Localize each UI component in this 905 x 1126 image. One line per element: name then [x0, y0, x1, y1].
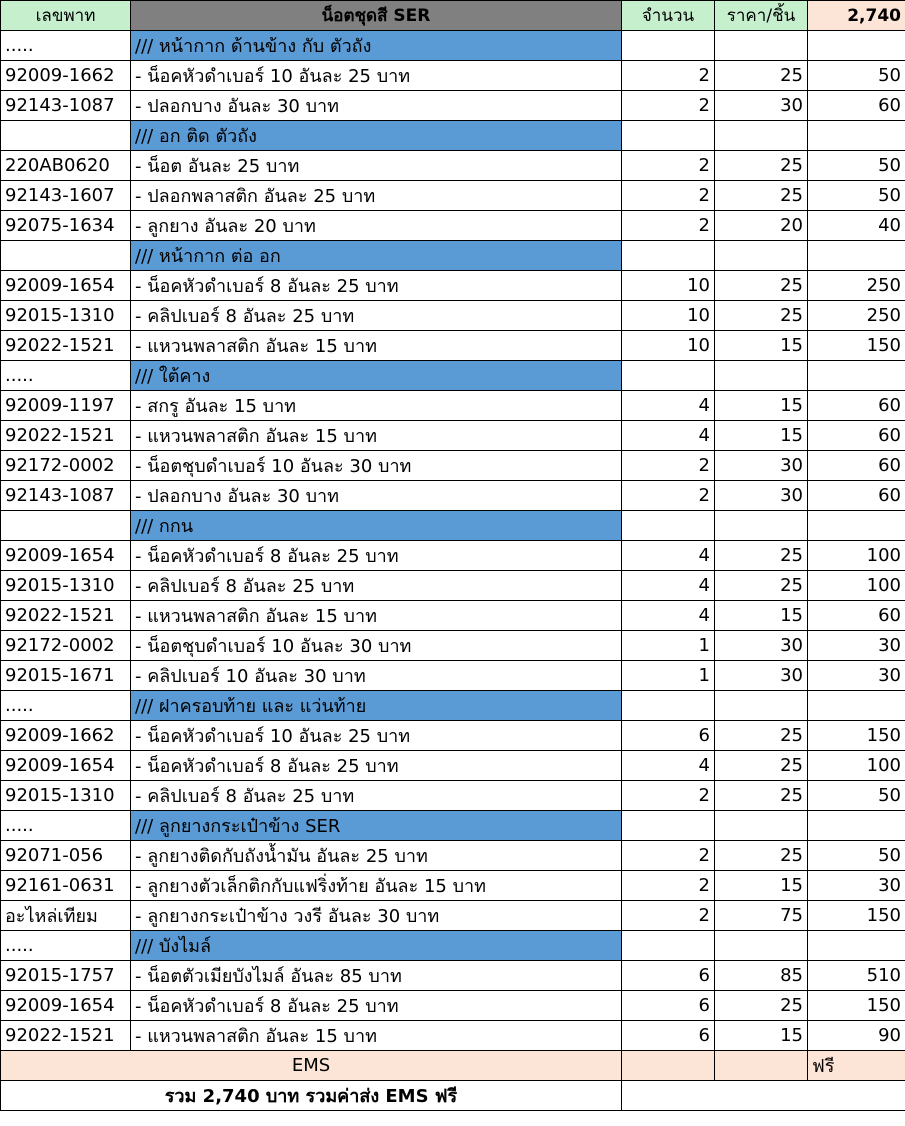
section-amount-cell[interactable] — [808, 931, 905, 961]
section-qty-cell[interactable] — [622, 691, 715, 721]
summary-text[interactable]: รวม 2,740 บาท รวมค่าส่ง EMS ฟรี — [1, 1081, 622, 1111]
section-row — [1, 361, 905, 391]
part-price[interactable]: 15 — [715, 391, 808, 421]
section-price-cell[interactable] — [715, 121, 808, 151]
part-amount[interactable]: 40 — [808, 211, 905, 241]
section-row — [1, 31, 905, 61]
part-code[interactable]: 92009-1197 — [1, 391, 131, 421]
part-qty[interactable]: 4 — [622, 571, 715, 601]
part-qty[interactable]: 10 — [622, 271, 715, 301]
item-row — [1, 451, 905, 481]
part-qty[interactable]: 4 — [622, 751, 715, 781]
part-code[interactable]: 92022-1521 — [1, 601, 131, 631]
part-code[interactable]: 92009-1654 — [1, 991, 131, 1021]
part-amount[interactable]: 30 — [808, 661, 905, 691]
part-qty[interactable]: 2 — [622, 91, 715, 121]
part-qty[interactable]: 4 — [622, 601, 715, 631]
part-amount[interactable]: 90 — [808, 1021, 905, 1051]
section-amount-cell[interactable] — [808, 241, 905, 271]
part-qty[interactable]: 2 — [622, 481, 715, 511]
part-price[interactable]: 25 — [715, 181, 808, 211]
part-amount[interactable]: 30 — [808, 631, 905, 661]
section-qty-cell[interactable] — [622, 361, 715, 391]
part-amount[interactable]: 60 — [808, 481, 905, 511]
header-code[interactable]: เลขพาท — [1, 1, 131, 31]
part-qty[interactable]: 2 — [622, 871, 715, 901]
section-label[interactable]: /// บังไมล์ — [131, 931, 622, 961]
section-row — [1, 241, 905, 271]
part-price[interactable]: 30 — [715, 661, 808, 691]
part-price[interactable]: 15 — [715, 871, 808, 901]
part-qty[interactable]: 6 — [622, 1021, 715, 1051]
section-price-cell[interactable] — [715, 511, 808, 541]
section-label[interactable]: /// กกน — [131, 511, 622, 541]
part-code[interactable]: 92143-1607 — [1, 181, 131, 211]
part-code[interactable]: 92015-1310 — [1, 571, 131, 601]
section-code[interactable]: ..... — [1, 811, 131, 841]
section-price-cell[interactable] — [715, 361, 808, 391]
part-code[interactable]: 92022-1521 — [1, 1021, 131, 1051]
part-description[interactable]: - แหวนพลาสติก อันละ 15 บาท — [131, 421, 622, 451]
section-qty-cell[interactable] — [622, 241, 715, 271]
section-qty-cell[interactable] — [622, 811, 715, 841]
part-description[interactable]: - ลูกยาง อันละ 20 บาท — [131, 211, 622, 241]
section-label[interactable]: /// หน้ากาก ด้านข้าง กับ ตัวถัง — [131, 31, 622, 61]
section-code[interactable] — [1, 241, 131, 271]
item-row — [1, 901, 905, 931]
part-description[interactable]: - น็อตตัวเมียบังไมล์ อันละ 85 บาท — [131, 961, 622, 991]
part-description[interactable]: - ปลอกพลาสติก อันละ 25 บาท — [131, 181, 622, 211]
part-qty[interactable]: 2 — [622, 901, 715, 931]
part-amount[interactable]: 250 — [808, 271, 905, 301]
part-price[interactable]: 25 — [715, 781, 808, 811]
part-price[interactable]: 15 — [715, 1021, 808, 1051]
sheet-body — [1, 1, 905, 1051]
part-description[interactable]: - คลิปเบอร์ 8 อันละ 25 บาท — [131, 301, 622, 331]
part-amount[interactable]: 30 — [808, 871, 905, 901]
part-amount[interactable]: 60 — [808, 601, 905, 631]
item-row — [1, 211, 905, 241]
ems-label[interactable]: EMS — [1, 1051, 622, 1081]
item-row — [1, 721, 905, 751]
part-description[interactable]: - น็อตชุบดำเบอร์ 10 อันละ 30 บาท — [131, 451, 622, 481]
part-qty[interactable]: 10 — [622, 331, 715, 361]
item-row — [1, 331, 905, 361]
part-qty[interactable]: 10 — [622, 301, 715, 331]
header-total[interactable]: 2,740 — [808, 1, 905, 31]
part-amount[interactable]: 50 — [808, 151, 905, 181]
part-amount[interactable]: 50 — [808, 61, 905, 91]
section-row — [1, 121, 905, 151]
item-row — [1, 481, 905, 511]
section-code[interactable] — [1, 511, 131, 541]
part-amount[interactable]: 60 — [808, 91, 905, 121]
part-price[interactable]: 25 — [715, 721, 808, 751]
part-price[interactable]: 25 — [715, 61, 808, 91]
section-code[interactable]: ..... — [1, 931, 131, 961]
item-row — [1, 961, 905, 991]
part-description[interactable]: - น็อต อันละ 25 บาท — [131, 151, 622, 181]
part-amount[interactable]: 60 — [808, 391, 905, 421]
part-description[interactable]: - น็อคหัวดำเบอร์ 8 อันละ 25 บาท — [131, 271, 622, 301]
part-description[interactable]: - ลูกยางกระเป๋าข้าง วงรี อันละ 30 บาท — [131, 901, 622, 931]
section-qty-cell[interactable] — [622, 31, 715, 61]
part-qty[interactable]: 4 — [622, 421, 715, 451]
header-title[interactable]: น็อตชุดสี SER — [131, 1, 622, 31]
part-qty[interactable]: 1 — [622, 661, 715, 691]
section-price-cell[interactable] — [715, 691, 808, 721]
section-code[interactable]: ..... — [1, 31, 131, 61]
part-qty[interactable]: 2 — [622, 181, 715, 211]
part-amount[interactable]: 150 — [808, 331, 905, 361]
item-row — [1, 781, 905, 811]
section-amount-cell[interactable] — [808, 121, 905, 151]
part-amount[interactable]: 150 — [808, 901, 905, 931]
part-qty[interactable]: 2 — [622, 211, 715, 241]
part-code[interactable]: 92009-1662 — [1, 61, 131, 91]
section-amount-cell[interactable] — [808, 31, 905, 61]
part-price[interactable]: 25 — [715, 301, 808, 331]
item-row — [1, 391, 905, 421]
part-qty[interactable]: 6 — [622, 991, 715, 1021]
part-price[interactable]: 20 — [715, 211, 808, 241]
section-row — [1, 691, 905, 721]
item-row — [1, 61, 905, 91]
header-price[interactable]: ราคา/ชิ้น — [715, 1, 808, 31]
part-code[interactable]: 92015-1671 — [1, 661, 131, 691]
section-price-cell[interactable] — [715, 241, 808, 271]
item-row — [1, 661, 905, 691]
part-code[interactable]: 92015-1310 — [1, 301, 131, 331]
part-code[interactable]: 92161-0631 — [1, 871, 131, 901]
part-description[interactable]: - น็อคหัวดำเบอร์ 8 อันละ 25 บาท — [131, 751, 622, 781]
section-amount-cell[interactable] — [808, 691, 905, 721]
section-code[interactable] — [1, 121, 131, 151]
part-price[interactable]: 85 — [715, 961, 808, 991]
part-price[interactable]: 30 — [715, 481, 808, 511]
ems-value[interactable]: ฟรี — [808, 1051, 905, 1081]
part-amount[interactable]: 50 — [808, 181, 905, 211]
part-description[interactable]: - น็อตชุบดำเบอร์ 10 อันละ 30 บาท — [131, 631, 622, 661]
part-qty[interactable]: 2 — [622, 451, 715, 481]
ems-qty-cell[interactable] — [622, 1051, 715, 1081]
part-price[interactable]: 25 — [715, 541, 808, 571]
part-description[interactable]: - คลิปเบอร์ 10 อันละ 30 บาท — [131, 661, 622, 691]
part-amount[interactable]: 510 — [808, 961, 905, 991]
section-label[interactable]: /// ใต้คาง — [131, 361, 622, 391]
part-price[interactable]: 15 — [715, 601, 808, 631]
part-qty[interactable]: 2 — [622, 841, 715, 871]
part-description[interactable]: - ปลอกบาง อันละ 30 บาท — [131, 481, 622, 511]
part-code[interactable]: 92022-1521 — [1, 421, 131, 451]
part-description[interactable]: - ลูกยางตัวเล็กติกกับแฟริ่งท้าย อันละ 15 บาท — [131, 871, 622, 901]
item-row — [1, 271, 905, 301]
section-label[interactable]: /// อก ติด ตัวถัง — [131, 121, 622, 151]
section-amount-cell[interactable] — [808, 361, 905, 391]
section-row — [1, 811, 905, 841]
part-qty[interactable]: 6 — [622, 721, 715, 751]
part-price[interactable]: 15 — [715, 331, 808, 361]
item-row — [1, 991, 905, 1021]
part-code[interactable]: อะไหล่เทียม — [1, 901, 131, 931]
part-price[interactable]: 75 — [715, 901, 808, 931]
part-amount[interactable]: 100 — [808, 541, 905, 571]
part-amount[interactable]: 50 — [808, 781, 905, 811]
item-row — [1, 181, 905, 211]
item-row — [1, 151, 905, 181]
part-price[interactable]: 30 — [715, 451, 808, 481]
item-row — [1, 1021, 905, 1051]
ems-row — [1, 1051, 905, 1081]
part-code[interactable]: 92009-1662 — [1, 721, 131, 751]
section-code[interactable]: ..... — [1, 691, 131, 721]
part-qty[interactable]: 4 — [622, 391, 715, 421]
part-code[interactable]: 92075-1634 — [1, 211, 131, 241]
sheet-footer — [1, 1051, 905, 1111]
part-qty[interactable]: 2 — [622, 781, 715, 811]
item-row — [1, 751, 905, 781]
part-description[interactable]: - น็อคหัวดำเบอร์ 10 อันละ 25 บาท — [131, 721, 622, 751]
part-amount[interactable]: 60 — [808, 421, 905, 451]
part-description[interactable]: - ปลอกบาง อันละ 30 บาท — [131, 91, 622, 121]
section-code[interactable]: ..... — [1, 361, 131, 391]
part-code[interactable]: 92172-0002 — [1, 631, 131, 661]
part-price[interactable]: 25 — [715, 841, 808, 871]
part-price[interactable]: 15 — [715, 421, 808, 451]
part-code[interactable]: 92143-1087 — [1, 91, 131, 121]
part-code[interactable]: 92143-1087 — [1, 481, 131, 511]
item-row — [1, 841, 905, 871]
section-amount-cell[interactable] — [808, 811, 905, 841]
section-amount-cell[interactable] — [808, 511, 905, 541]
part-amount[interactable]: 150 — [808, 721, 905, 751]
section-row — [1, 511, 905, 541]
part-description[interactable]: - น็อคหัวดำเบอร์ 8 อันละ 25 บาท — [131, 541, 622, 571]
part-qty[interactable]: 2 — [622, 151, 715, 181]
part-code[interactable]: 92071-056 — [1, 841, 131, 871]
summary-row — [1, 1081, 905, 1111]
item-row — [1, 91, 905, 121]
section-label[interactable]: /// ลูกยางกระเป๋าข้าง SER — [131, 811, 622, 841]
part-description[interactable]: - แหวนพลาสติก อันละ 15 บาท — [131, 331, 622, 361]
part-price[interactable]: 25 — [715, 271, 808, 301]
item-row — [1, 541, 905, 571]
section-row — [1, 931, 905, 961]
part-description[interactable]: - น็อคหัวดำเบอร์ 8 อันละ 25 บาท — [131, 991, 622, 1021]
item-row — [1, 421, 905, 451]
part-qty[interactable]: 4 — [622, 541, 715, 571]
item-row — [1, 631, 905, 661]
part-amount[interactable]: 100 — [808, 571, 905, 601]
part-price[interactable]: 30 — [715, 631, 808, 661]
part-amount[interactable]: 100 — [808, 751, 905, 781]
part-code[interactable]: 92022-1521 — [1, 331, 131, 361]
section-label[interactable]: /// หน้ากาก ต่อ อก — [131, 241, 622, 271]
ems-price-cell[interactable] — [715, 1051, 808, 1081]
part-qty[interactable]: 1 — [622, 631, 715, 661]
part-description[interactable]: - ลูกยางติดกับถังน้ำมัน อันละ 25 บาท — [131, 841, 622, 871]
summary-blank — [622, 1081, 905, 1111]
section-qty-cell[interactable] — [622, 931, 715, 961]
part-price[interactable]: 25 — [715, 991, 808, 1021]
part-code[interactable]: 92172-0002 — [1, 451, 131, 481]
part-amount[interactable]: 250 — [808, 301, 905, 331]
part-price[interactable]: 25 — [715, 151, 808, 181]
section-qty-cell[interactable] — [622, 511, 715, 541]
part-price[interactable]: 30 — [715, 91, 808, 121]
part-description[interactable]: - คลิปเบอร์ 8 อันละ 25 บาท — [131, 781, 622, 811]
section-qty-cell[interactable] — [622, 121, 715, 151]
item-row — [1, 301, 905, 331]
part-code[interactable]: 92009-1654 — [1, 271, 131, 301]
section-price-cell[interactable] — [715, 931, 808, 961]
part-amount[interactable]: 150 — [808, 991, 905, 1021]
header-row — [1, 1, 905, 31]
part-price[interactable]: 25 — [715, 751, 808, 781]
part-description[interactable]: - น็อคหัวดำเบอร์ 10 อันละ 25 บาท — [131, 61, 622, 91]
part-qty[interactable]: 2 — [622, 61, 715, 91]
part-code[interactable]: 220AB0620 — [1, 151, 131, 181]
part-amount[interactable]: 60 — [808, 451, 905, 481]
part-price[interactable]: 25 — [715, 571, 808, 601]
item-row — [1, 571, 905, 601]
part-description[interactable]: - คลิปเบอร์ 8 อันละ 25 บาท — [131, 571, 622, 601]
part-description[interactable]: - แหวนพลาสติก อันละ 15 บาท — [131, 1021, 622, 1051]
part-code[interactable]: 92015-1757 — [1, 961, 131, 991]
part-amount[interactable]: 50 — [808, 841, 905, 871]
header-qty[interactable]: จำนวน — [622, 1, 715, 31]
part-code[interactable]: 92009-1654 — [1, 541, 131, 571]
part-description[interactable]: - สกรู อันละ 15 บาท — [131, 391, 622, 421]
part-description[interactable]: - แหวนพลาสติก อันละ 15 บาท — [131, 601, 622, 631]
item-row — [1, 601, 905, 631]
section-price-cell[interactable] — [715, 811, 808, 841]
section-price-cell[interactable] — [715, 31, 808, 61]
part-code[interactable]: 92015-1310 — [1, 781, 131, 811]
section-label[interactable]: /// ฝาครอบท้าย และ แว่นท้าย — [131, 691, 622, 721]
part-qty[interactable]: 6 — [622, 961, 715, 991]
item-row — [1, 871, 905, 901]
part-code[interactable]: 92009-1654 — [1, 751, 131, 781]
